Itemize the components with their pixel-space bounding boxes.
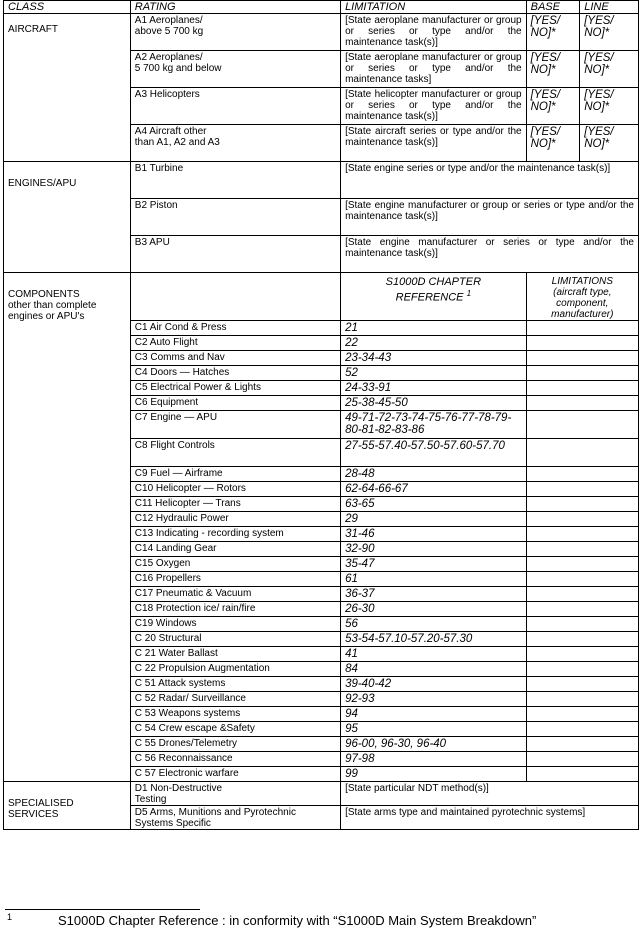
limitation-cell xyxy=(526,336,638,351)
rating-cell: C 21 Water Ballast xyxy=(130,647,340,662)
class-engines: ENGINES/APU xyxy=(4,162,131,273)
limitations-header: LIMITATIONS (aircraft type, component, manufacturer) xyxy=(526,273,638,321)
rating-cell: C15 Oxygen xyxy=(130,557,340,572)
rating-cell: C 54 Crew escape &Safety xyxy=(130,722,340,737)
base-cell: [YES/ NO]* xyxy=(526,14,580,51)
limitation-cell xyxy=(526,737,638,752)
approval-ratings-table xyxy=(3,0,639,830)
chapter-ref-cell: 39-40-42 xyxy=(341,677,527,692)
rating-cell: C5 Electrical Power & Lights xyxy=(130,381,340,396)
chapter-ref-cell: 92-93 xyxy=(341,692,527,707)
rating-cell: C 53 Weapons systems xyxy=(130,707,340,722)
limitation-cell xyxy=(526,707,638,722)
rating-cell: C3 Comms and Nav xyxy=(130,351,340,366)
rating-cell: C7 Engine — APU xyxy=(130,411,340,439)
chapter-ref-cell: 29 xyxy=(341,512,527,527)
rating-cell: C1 Air Cond & Press xyxy=(130,321,340,336)
class-aircraft: AIRCRAFT xyxy=(4,14,131,162)
chapter-ref-cell: 53-54-57.10-57.20-57.30 xyxy=(341,632,527,647)
chapter-ref-cell: 97-98 xyxy=(341,752,527,767)
chapter-ref-cell: 21 xyxy=(341,321,527,336)
limitation-cell xyxy=(526,632,638,647)
base-cell: [YES/ NO]* xyxy=(526,125,580,162)
rating-cell: C 51 Attack systems xyxy=(130,677,340,692)
limitation-cell xyxy=(526,722,638,737)
rating-cell: C2 Auto Flight xyxy=(130,336,340,351)
rating-cell: C6 Equipment xyxy=(130,396,340,411)
rating-cell: C 22 Propulsion Augmentation xyxy=(130,662,340,677)
limitation-cell xyxy=(526,351,638,366)
limitation-cell: [State engine manufacturer or series or type and/or the maintenance task(s)] xyxy=(341,236,639,273)
limitation-cell xyxy=(526,411,638,439)
limitation-cell xyxy=(526,587,638,602)
limitation-cell xyxy=(526,497,638,512)
rating-cell: B3 APU xyxy=(130,236,340,273)
rating-cell: D1 Non-Destructive Testing xyxy=(130,782,340,806)
chapter-ref-cell: 32-90 xyxy=(341,542,527,557)
rating-cell: C10 Helicopter — Rotors xyxy=(130,482,340,497)
line-cell: [YES/ NO]* xyxy=(580,125,639,162)
chapter-ref-cell: 95 xyxy=(341,722,527,737)
limitation-cell xyxy=(526,467,638,482)
rating-cell: C 20 Structural xyxy=(130,632,340,647)
footnote-text: S1000D Chapter Reference : in conformity with “S1000D Main System Breakdown” xyxy=(58,913,537,928)
limitation-cell xyxy=(526,752,638,767)
limitation-cell xyxy=(526,482,638,497)
line-cell: [YES/ NO]* xyxy=(580,88,639,125)
limitation-cell xyxy=(526,692,638,707)
chapter-ref-cell: 84 xyxy=(341,662,527,677)
line-cell: [YES/ NO]* xyxy=(580,14,639,51)
limitation-cell xyxy=(526,767,638,782)
chapter-ref-cell: 36-37 xyxy=(341,587,527,602)
limitation-cell: [State particular NDT method(s)] xyxy=(341,782,639,806)
limitation-cell xyxy=(526,542,638,557)
limitation-cell xyxy=(526,557,638,572)
header-rating: RATING xyxy=(130,1,340,14)
class-components: COMPONENTS other than complete engines or APU's xyxy=(4,273,131,782)
chapter-ref-cell: 28-48 xyxy=(341,467,527,482)
limitation-cell xyxy=(526,677,638,692)
components-header-row xyxy=(4,273,639,321)
chapter-ref-cell: 63-65 xyxy=(341,497,527,512)
limitation-cell xyxy=(526,647,638,662)
limitation-cell xyxy=(526,439,638,467)
rating-cell: C9 Fuel — Airframe xyxy=(130,467,340,482)
limitation-cell: [State aeroplane manufacturer or group or series or type and/or the maintenance task(s)] xyxy=(341,14,527,51)
limitation-cell: [State arms type and maintained pyrotechnic systems] xyxy=(341,806,639,830)
footnote-separator xyxy=(5,909,200,910)
rating-cell: C18 Protection ice/ rain/fire xyxy=(130,602,340,617)
rating-cell: D5 Arms, Munitions and Pyrotechnic Systems Specific xyxy=(130,806,340,830)
rating-cell: C12 Hydraulic Power xyxy=(130,512,340,527)
rating-cell: C4 Doors — Hatches xyxy=(130,366,340,381)
rating-cell: B1 Turbine xyxy=(130,162,340,199)
rating-cell: C 55 Drones/Telemetry xyxy=(130,737,340,752)
chapter-ref-cell: 27-55-57.40-57.50-57.60-57.70 xyxy=(341,439,527,467)
rating-cell: C8 Flight Controls xyxy=(130,439,340,467)
base-cell: [YES/ NO]* xyxy=(526,51,580,88)
limitation-cell: [State aircraft series or type and/or the maintenance task(s)] xyxy=(341,125,527,162)
header-class: CLASS xyxy=(4,1,131,14)
limitation-cell xyxy=(526,381,638,396)
rating-cell: C13 Indicating - recording system xyxy=(130,527,340,542)
limitation-cell: [State aeroplane manufacturer or group or series or type and/or the maintenance tasks] xyxy=(341,51,527,88)
header-base: BASE xyxy=(526,1,580,14)
rating-cell: C11 Helicopter — Trans xyxy=(130,497,340,512)
chapter-ref-cell: 62-64-66-67 xyxy=(341,482,527,497)
chapter-ref-cell: 49-71-72-73-74-75-76-77-78-79-80-81-82-83-86 xyxy=(341,411,527,439)
rating-cell: C19 Windows xyxy=(130,617,340,632)
rating-cell: C14 Landing Gear xyxy=(130,542,340,557)
chapter-ref-cell: 99 xyxy=(341,767,527,782)
chapter-reference-header: S1000D CHAPTER REFERENCE $^1$ xyxy=(341,273,527,321)
chapter-ref-cell: 26-30 xyxy=(341,602,527,617)
chapter-ref-cell: 24-33-91 xyxy=(341,381,527,396)
chapter-ref-cell: 52 xyxy=(341,366,527,381)
table-row xyxy=(4,14,639,51)
limitation-cell xyxy=(526,527,638,542)
rating-cell: A2 Aeroplanes/ 5 700 kg and below xyxy=(130,51,340,88)
limitation-cell xyxy=(526,512,638,527)
chapter-ref-cell: 96-00, 96-30, 96-40 xyxy=(341,737,527,752)
rating-cell: C16 Propellers xyxy=(130,572,340,587)
rating-cell: B2 Piston xyxy=(130,199,340,236)
chapter-ref-cell: 25-38-45-50 xyxy=(341,396,527,411)
limitation-cell: [State helicopter manufacturer or group or series or type and/or the maintenance task(s)] xyxy=(341,88,527,125)
header-row xyxy=(4,1,639,14)
chapter-ref-cell: 41 xyxy=(341,647,527,662)
limitation-cell: [State engine manufacturer or group or series or type and/or the maintenance task(s)] xyxy=(341,199,639,236)
table-row xyxy=(4,162,639,199)
limitation-cell xyxy=(526,396,638,411)
limitation-cell xyxy=(526,617,638,632)
limitation-cell xyxy=(526,321,638,336)
table-row xyxy=(4,782,639,806)
rating-cell: C 56 Reconnaissance xyxy=(130,752,340,767)
limitation-cell xyxy=(526,602,638,617)
line-cell: [YES/ NO]* xyxy=(580,51,639,88)
class-specialised: SPECIALISED SERVICES xyxy=(4,782,131,830)
limitation-cell xyxy=(526,662,638,677)
chapter-ref-cell: 61 xyxy=(341,572,527,587)
limitation-cell xyxy=(526,572,638,587)
chapter-ref-cell: 22 xyxy=(341,336,527,351)
chapter-ref-cell: 94 xyxy=(341,707,527,722)
header-limitation: LIMITATION xyxy=(341,1,527,14)
rating-cell: A4 Aircraft other than A1, A2 and A3 xyxy=(130,125,340,162)
rating-cell xyxy=(130,273,340,321)
rating-cell: A3 Helicopters xyxy=(130,88,340,125)
rating-cell: C17 Pneumatic & Vacuum xyxy=(130,587,340,602)
rating-cell: C 52 Radar/ Surveillance xyxy=(130,692,340,707)
chapter-ref-cell: 35-47 xyxy=(341,557,527,572)
limitation-cell xyxy=(526,366,638,381)
footnote-number: 1 xyxy=(7,912,13,922)
base-cell: [YES/ NO]* xyxy=(526,88,580,125)
chapter-ref-cell: 23-34-43 xyxy=(341,351,527,366)
rating-cell: C 57 Electronic warfare xyxy=(130,767,340,782)
rating-cell: A1 Aeroplanes/ above 5 700 kg xyxy=(130,14,340,51)
chapter-ref-cell: 56 xyxy=(341,617,527,632)
chapter-ref-cell: 31-46 xyxy=(341,527,527,542)
limitation-cell: [State engine series or type and/or the maintenance task(s)] xyxy=(341,162,639,199)
header-line: LINE xyxy=(580,1,639,14)
